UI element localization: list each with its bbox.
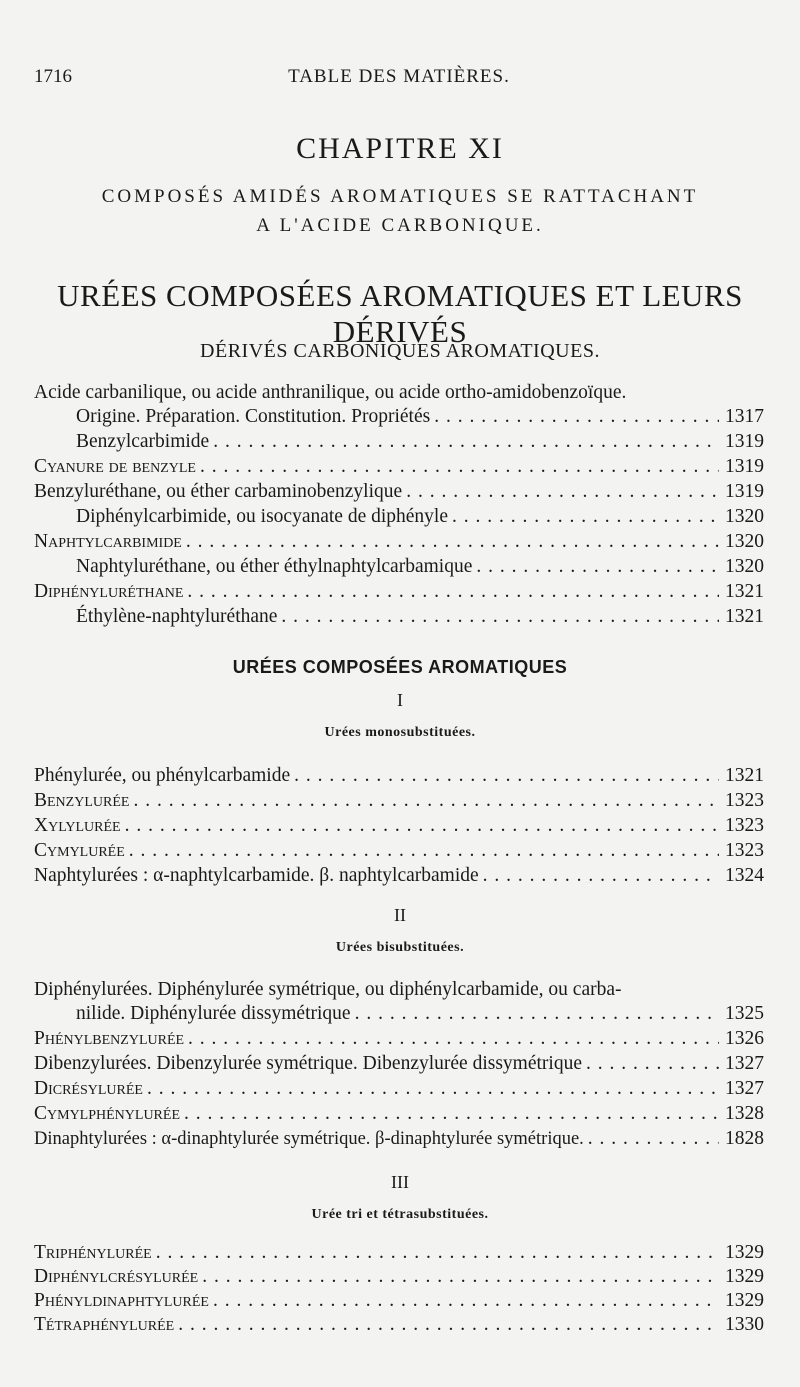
entry-page: 1319 xyxy=(725,456,764,477)
toc-entry xyxy=(34,1288,764,1314)
part-title: Urée tri et tétrasubstituées. xyxy=(311,1207,489,1222)
toc-entry xyxy=(34,454,764,480)
acide-carbanilique-line: Acide carbanilique, ou acide anthranilique, ou acide ortho-amidobenzoïque. xyxy=(34,382,627,403)
entry-title: Cyanure de benzyle xyxy=(34,456,196,477)
entry-title: Triphénylurée xyxy=(34,1242,152,1263)
part-title: Urées monosubstituées. xyxy=(324,725,476,740)
part-numeral: II xyxy=(394,905,406,925)
entry-title: Cymylurée xyxy=(34,840,125,861)
subheading: DÉRIVÉS CARBONIQUES AROMATIQUES. xyxy=(200,340,600,362)
toc-entry xyxy=(34,604,764,630)
toc-entry xyxy=(34,1076,764,1102)
toc-entry xyxy=(34,1026,764,1052)
entry-page: 1326 xyxy=(725,1028,764,1049)
entry-page: 1319 xyxy=(725,431,764,452)
toc-entry xyxy=(34,479,764,505)
toc-entry xyxy=(34,838,764,864)
entry-title: Phényldinaphtylurée xyxy=(34,1290,209,1311)
entry-title: Dibenzylurées. Dibenzylurée symétrique. Dibenzylurée dissymétrique xyxy=(34,1053,582,1074)
part-numeral: I xyxy=(397,690,403,710)
part-title: Urées bisubstituées. xyxy=(335,940,465,955)
entry-title: nilide. Diphénylurée dissymétrique xyxy=(76,1003,351,1024)
entry-title: Diphénylcrésylurée xyxy=(34,1266,199,1287)
entry-title: Dicrésylurée xyxy=(34,1078,143,1099)
entry-page: 1327 xyxy=(725,1053,764,1074)
diphenylurees-line: Diphénylurées. Diphénylurée symétrique, ou diphénylcarbamide, ou carba- xyxy=(34,979,622,1000)
entry-page: 1828 xyxy=(725,1128,764,1149)
entry-title: Diphénylcarbimide, ou isocyanate de diphényle xyxy=(76,506,449,527)
running-title: TABLE DES MATIÈRES. xyxy=(288,66,510,87)
toc-entry xyxy=(34,1312,764,1338)
entry-page: 1317 xyxy=(725,406,764,427)
entry-page: 1323 xyxy=(725,815,764,836)
entry-page: 1329 xyxy=(725,1266,764,1287)
toc-entry xyxy=(34,1051,764,1077)
part-numeral: III xyxy=(391,1172,409,1192)
entry-page: 1321 xyxy=(725,581,764,602)
section-heading: URÉES COMPOSÉES AROMATIQUES xyxy=(232,657,568,677)
toc-entry xyxy=(34,788,764,814)
running-header xyxy=(34,66,764,90)
main-heading: URÉES COMPOSÉES AROMATIQUES ET LEURS DÉRIVÉS xyxy=(57,278,743,349)
entry-title: Naphtylcarbimide xyxy=(34,531,182,552)
toc-entry xyxy=(34,529,764,555)
entry-page: 1320 xyxy=(725,556,764,577)
entry-title: Benzylurée xyxy=(34,790,130,811)
entry-page: 1328 xyxy=(725,1103,764,1124)
entry-page: 1330 xyxy=(725,1314,764,1335)
toc-entry xyxy=(34,554,764,580)
entry-page: 1320 xyxy=(725,531,764,552)
entry-page: 1323 xyxy=(725,840,764,861)
toc-entry xyxy=(34,429,764,455)
toc-entry xyxy=(34,763,764,789)
entry-page: 1327 xyxy=(725,1078,764,1099)
chapter-title-line2: A L'ACIDE CARBONIQUE. xyxy=(256,215,544,236)
entry-page: 1323 xyxy=(725,790,764,811)
toc-entry xyxy=(34,1126,764,1152)
entry-title: Diphényluréthane xyxy=(34,581,184,602)
entry-page: 1324 xyxy=(725,865,764,886)
entry-title: Éthylène-naphtyluréthane xyxy=(76,606,278,627)
toc-entry xyxy=(34,504,764,530)
entry-title: Naphtyluréthane, ou éther éthylnaphtylcarbamique xyxy=(76,556,473,577)
entry-page: 1325 xyxy=(725,1003,764,1024)
entry-title: Phénylurée, ou phénylcarbamide xyxy=(34,765,291,786)
toc-entry xyxy=(34,579,764,605)
entry-title: Benzyluréthane, ou éther carbaminobenzylique xyxy=(34,481,403,502)
entry-page: 1319 xyxy=(725,481,764,502)
entry-page: 1329 xyxy=(725,1242,764,1263)
toc-entry xyxy=(34,813,764,839)
chapter-title-line1: COMPOSÉS AMIDÉS AROMATIQUES SE RATTACHANT xyxy=(101,186,699,207)
entry-page: 1321 xyxy=(725,765,764,786)
toc-entry xyxy=(34,863,764,889)
toc-entry xyxy=(34,1264,764,1290)
page-number: 1716 xyxy=(34,66,72,87)
entry-title: Benzylcarbimide xyxy=(76,431,210,452)
toc-entry xyxy=(34,1101,764,1127)
entry-title: Origine. Préparation. Constitution. Propriétés xyxy=(76,406,431,427)
entry-page: 1329 xyxy=(725,1290,764,1311)
toc-entry xyxy=(34,1240,764,1266)
entry-title: Cymylphénylurée xyxy=(34,1103,180,1124)
entry-page: 1320 xyxy=(725,506,764,527)
entry-page: 1321 xyxy=(725,606,764,627)
chapter-label: CHAPITRE XI xyxy=(296,132,504,165)
entry-title: Xylylurée xyxy=(34,815,121,836)
entry-title: Naphtylurées : α-naphtylcarbamide. β. naphtylcarbamide xyxy=(34,865,479,886)
entry-title: Phénylbenzylurée xyxy=(34,1028,185,1049)
toc-entry xyxy=(34,1001,764,1027)
toc-entry xyxy=(34,404,764,430)
entry-title: Dinaphtylurées : α-dinaphtylurée symétrique. β-dinaphtylurée symétrique. xyxy=(34,1129,584,1149)
entry-title: Tétraphénylurée xyxy=(34,1314,175,1335)
